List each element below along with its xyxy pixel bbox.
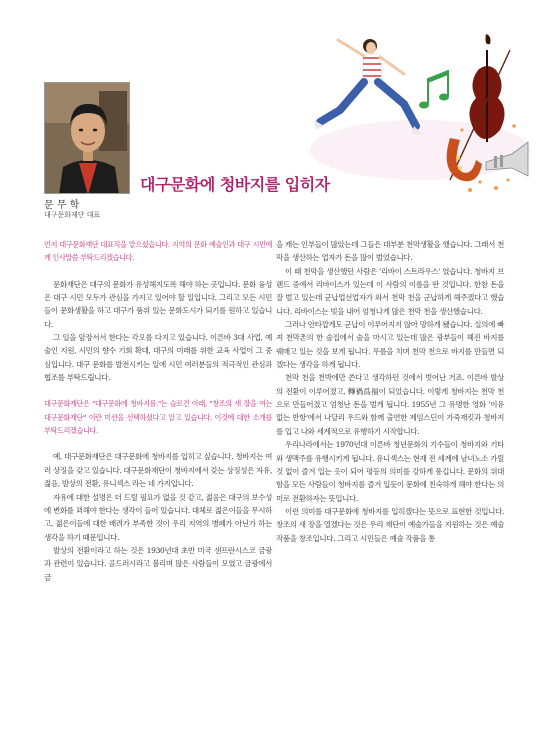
author-role: 대구문화재단 대표 — [44, 211, 101, 219]
decoration-illustration — [300, 30, 530, 200]
paragraph: 그 일을 앞장서서 한다는 각오를 다지고 있습니다. 이른바 3대 사업, 예술인 지원, 시민의 향수 기회 확대, 대구의 미래를 위한 교육 사업이 그 중심입니다. 대구 문화를 발전시키는 일에 시민 여러분들의 적극적인 관심과 협조를 부탁드립니다. — [44, 333, 272, 383]
author-name: 문 무 학 — [44, 200, 80, 211]
jumping-girl-figure — [314, 39, 422, 134]
author-photo — [44, 82, 130, 194]
paragraph: 이 때 천막을 생산했던 사람은 '리바이 스트라우스' 였습니다. 청바지 브랜드 중에서 리바이스가 있는데 이 사람의 이름을 딴 것입니다. 한참 돈을 잘 벌고 있는데 군납업선업자가 와서 천막 천을 군납하게 해주겠다고 했습니다. 리바이스는 빚을 내어 엄청나게 많은 천막 천을 생산했습니다. — [276, 266, 504, 316]
paragraph: 천막 천을 천박에만 쓴다고 생각하던 것에서 벗어난 거죠. 이른바 발상의 전환이 이루어졌고, 轉禍爲福이 되었습니다. 이렇게 청바지는 천막 천으로 만들어졌고 엄청난 돈을 벌게 됩니다. 1955년 그 유명한 영화 '이유 없는 반항'에서 나달리 우드와 함께 출연한 제임스딘이 가죽재킷과 청바지를 입고 나와 세계적으로 유행하기 시작합니다. — [276, 373, 504, 436]
paragraph: 을 캐는 인부들이 많았는데 그들은 대부분 천막생활을 했습니다. 그래서 천막을 생산하는 업자가 돈을 많이 벌었습니다. — [276, 240, 504, 263]
paragraph: 이런 의미를 대구문화에 청바지를 입히겠다는 뜻으로 표현한 것입니다. 창조의 새 장을 열겠다는 것은 우리 재단이 예술가들을 지원하는 것은 예술 작품을 창조입니다. 그리고 시민들은 예술 작품을 통 — [276, 506, 504, 543]
paragraph: 예, 대구문화재단은 대구문화에 청바지를 입히고 싶습니다. 청바지는 여러 상징을 갖고 있습니다. 대구문화재단이 청바지에서 갖는 상징성은 자유, 젊음, 발상의 전환, 유니섹스 라는 네 가지입니다. — [44, 452, 272, 489]
right-column — [276, 238, 504, 545]
paragraph: 우리나라에서는 1970년대 이른바 청년문화의 기수들이 청바지와 기타와 생맥주를 유행시키게 됩니다. 유니섹스는 현재 전 세계에 남녀노소 가릴 것 없이 즐겨 입는 옷이 되어 평등의 의미를 강하게 풍깁니다. 문화의 위대함을 모든 사람들이 청바지를 즐겨 입듯이 문화에 친숙하게 해야 한다는 의미로 전환하자는 뜻입니다. — [276, 440, 504, 503]
paragraph: 그러나 안타깝게도 군납이 이루어지지 않아 망하게 됐습니다. 실의에 빠져 천막촌의 한 술집에서 술을 마시고 있는데 많은 광부들이 헤진 바지를 꿰매고 있는 것을 보게 됩니다. 무릎을 치며 천막 천으로 바지를 만들면 되겠다는 생각을 하게 됩니다. — [276, 320, 504, 370]
left-column — [44, 238, 272, 584]
paragraph: 대구문화재단은 "대구문화에 청바지를."는 슬로건 아래, "창조의 새 장을 여는 대구문화재단" 이란 미션을 선택하셨다고 알고 있습니다. 이것에 대한 소개를 부탁드리겠습니다. — [44, 399, 272, 436]
paragraph: 자유에 대한 설명은 더 드릴 필요가 없을 것 같고, 젊음은 대구의 보수성에 변화를 꾀해야 한다는 생각이 들어 있습니다. 대체로 젊은이들을 무시하고, 젊은이들에 대한 배려가 부족한 것이 우리 지역의 병폐가 아닌가 하는 생각을 하기 때문입니다. — [44, 492, 272, 542]
paragraph: 발상의 전환이라고 하는 것은 1930년대 초반 미국 샌프란시스코 금광과 관련이 있습니다. 골드러시라고 불리며 많은 사람들이 모였고 금광에서 금 — [44, 545, 272, 582]
music-note-icon — [419, 70, 449, 109]
paragraph: 문화재단은 대구의 문화가 유성해지도록 해야 하는 곳입니다. 문화 융성은 대구 시민 모두가 관심을 가지고 있어야 할 일입니다. 그리고 모든 시민들이 문화생활을 하고 대구가 품위 있는 문화도시가 되기를 원하고 있습니다. — [44, 279, 272, 329]
paragraph: 언저 대구문화재단 대표직을 맡으셨습니다. 지역의 문화 예술인과 대구 시민에게 인사말씀 부탁드리겠습니다. — [44, 240, 272, 263]
article-title: 대구문화에 청바지를 입히자 — [140, 175, 330, 194]
